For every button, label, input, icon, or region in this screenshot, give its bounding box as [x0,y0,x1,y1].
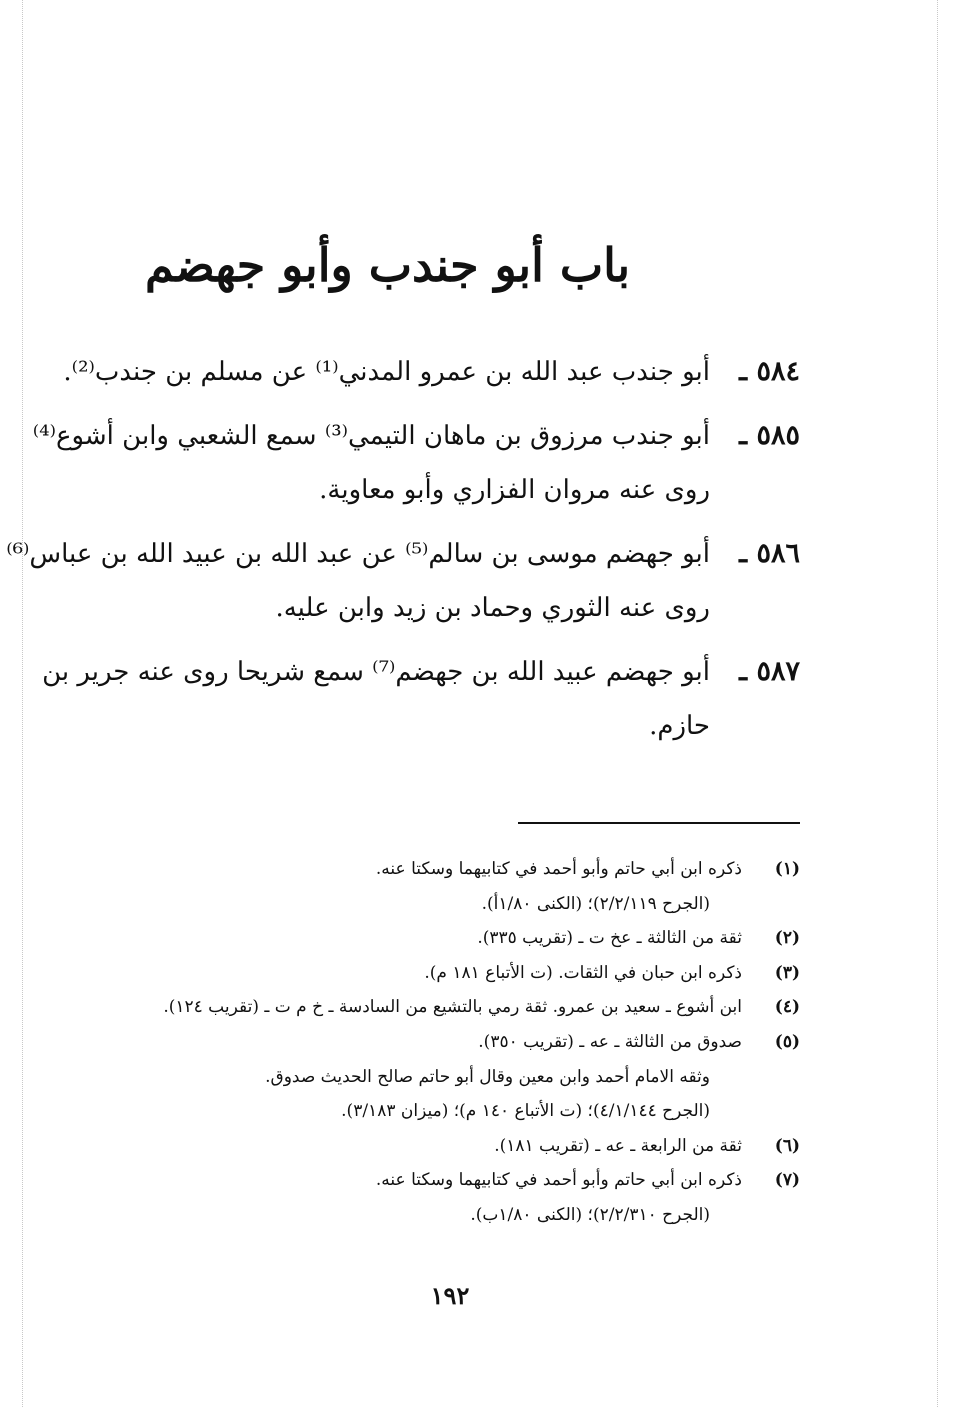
footnote-line: (الجرح ٤/١/١٤٤)؛ (ت الأتباع ١٤٠ م)؛ (ميزان ٣/١٨٣). [341,1101,710,1122]
entry-line: أبو جندب عبد الله بن عمرو المدني⁽¹⁾ عن مسلم بن جندب⁽²⁾. [63,357,710,387]
footnote-number: (٥) [774,1031,800,1052]
footnote-line: (الجرح ٢/٢/٣١٠)؛ (الكنى ١/٨٠ب). [470,1204,710,1225]
entry-text [6,527,710,635]
footnote-line: ثقة من الثالثة ـ عخ ت ـ (تقريب ٣٣٥). [477,928,742,949]
footnote-line: (الجرح ٢/٢/١١٩)؛ (الكنى ١/٨٠أ). [481,893,710,914]
footnotes-list [100,852,800,1233]
footnote-text [100,1129,742,1164]
entry-number: ٥٨٤ ـ [739,356,800,387]
entry-text [63,345,710,399]
footnote-number: (١) [774,859,800,879]
footnote [100,852,800,921]
entry-line: أبو جهضم موسى بن سالم⁽⁵⁾ عن عبد الله بن عبيد الله بن عباس⁽⁶⁾ [6,539,710,569]
footnote [100,921,800,956]
footnote-line: ابن أشوع ـ سعيد بن عمرو. ثقة رمي بالتشيع من السادسة ـ خ م ت ـ (تقريب ١٢٤). [163,997,742,1018]
footnote [100,1129,800,1164]
footnote-number: (٢) [774,928,800,949]
entry [63,345,800,399]
footnote-line: ذكره ابن حبان في الثقات. (ت الأتباع ١٨١ م). [424,962,742,983]
footnote-text [100,956,742,991]
scan-gutter-line [937,0,938,1407]
entry-line: حازم. [649,711,710,741]
footnote [100,990,800,1025]
entry-line: روى عنه الثوري وحماد بن زيد وابن عليه. [275,593,710,623]
entry-line: أبو جهضم عبيد الله بن جهضم⁽⁷⁾ سمع شريحا روى عنه جرير بن [42,657,710,687]
entry-number: ٥٨٧ ـ [739,656,800,687]
footnote-line: وثقه الامام أحمد وابن معين وقال أبو حاتم صالح الحديث صدوق. [265,1066,710,1087]
footnote-number: (٤) [774,997,800,1018]
entry [6,527,800,635]
entry-line: أبو جندب مرزوق بن ماهان التيمي⁽³⁾ سمع الشعبي وابن أشوع⁽⁴⁾ [32,421,710,451]
entry [32,409,800,517]
footnote [100,956,800,991]
entry-number: ٥٨٥ ـ [739,420,800,451]
entry-text [42,645,710,753]
entry-line: روى عنه مروان الفزاري وأبو معاوية. [319,475,710,505]
footnote [100,1163,800,1232]
entry-number: ٥٨٦ ـ [739,538,800,569]
footnote-separator [518,822,800,824]
footnote-number: (٣) [774,962,800,983]
footnote-line: ذكره ابن أبي حاتم وأبو أحمد في كتابيهما وسكتا عنه. [375,1170,742,1191]
footnote-text [100,921,742,956]
footnote-line: ذكره ابن أبي حاتم وأبو أحمد في كتابيهما وسكتا عنه. [375,859,742,879]
chapter-title: باب أبو جندب وأبو جهضم [145,238,630,292]
page-number: ١٩٢ [430,1281,470,1310]
footnote-text [100,852,742,921]
footnote-number: (٧) [774,1170,800,1191]
footnote-line: ثقة من الرابعة ـ عه ـ (تقريب ١٨١). [494,1135,742,1156]
footnote-text [100,1163,742,1232]
entry [42,645,800,753]
footnote-text [100,990,742,1025]
entries-list [6,345,800,763]
footnote [100,1025,800,1129]
scan-gutter-line [22,0,23,1407]
entry-text [33,409,710,517]
footnote-text [100,1025,742,1129]
footnote-line: صدوق من الثالثة ـ عه ـ (تقريب ٣٥٠). [478,1031,742,1052]
footnote-number: (٦) [774,1135,800,1156]
